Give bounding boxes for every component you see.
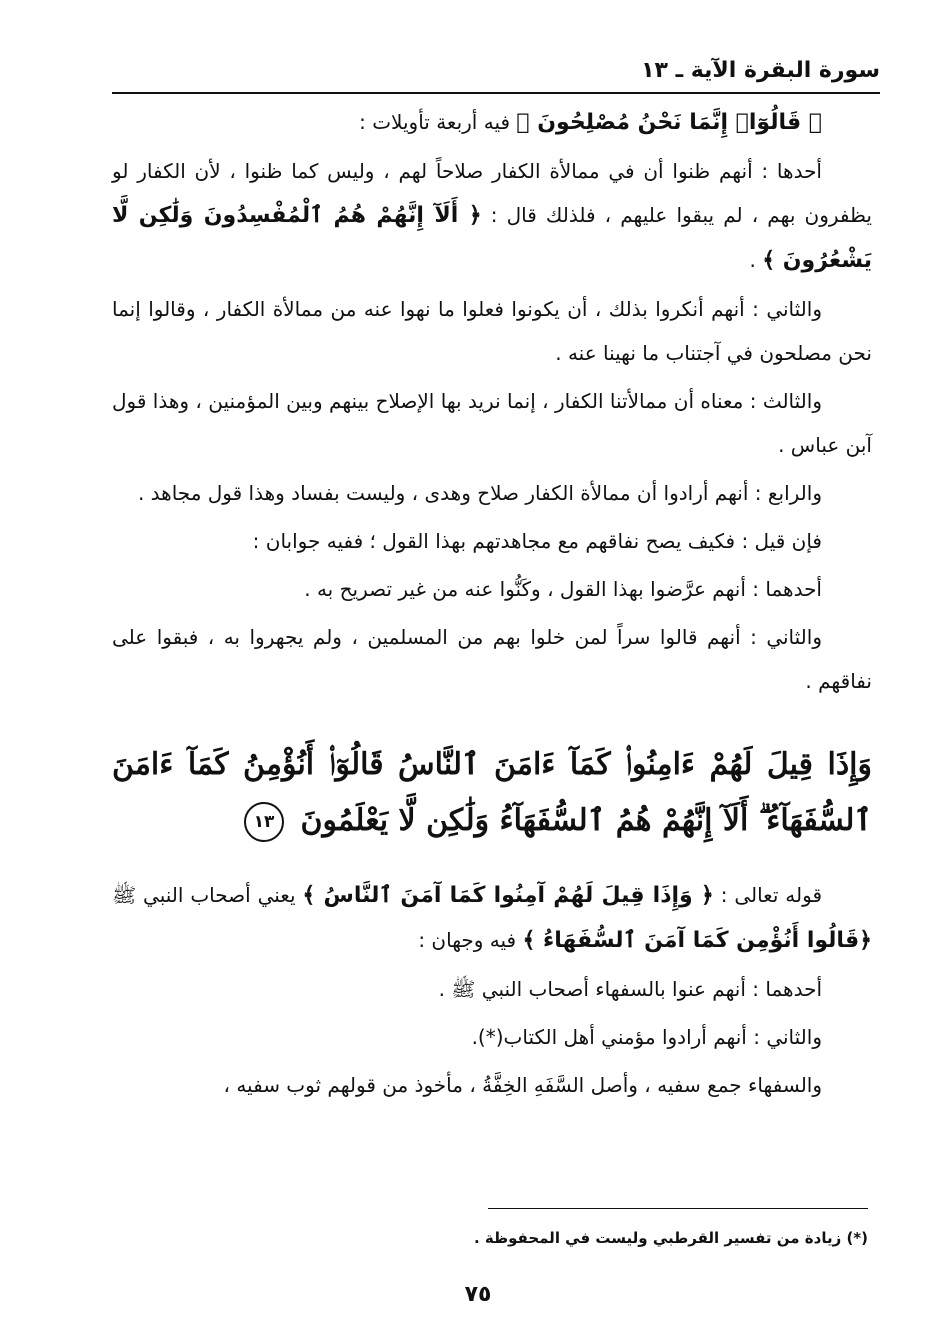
paragraph: [112, 519, 872, 563]
paragraph: [112, 100, 872, 145]
paragraph-tail: .: [749, 248, 763, 272]
paragraph-text: والثاني : أنهم أنكروا بذلك ، أن يكونوا فعلوا ما نهوا عنه من ممالأة الكفار ، وقالوا إنما نحن مصلحون في آجتناب ما نهينا عنه .: [112, 297, 872, 365]
quran-quote: ﴿ أَلَآ إِنَّهُمْ هُمُ ٱلْمُفْسِدُونَ وَلَٰكِن لَّا يَشْعُرُونَ ﴾: [112, 203, 872, 273]
paragraph: [112, 379, 872, 467]
paragraph: [112, 873, 872, 963]
paragraph-text: فإن قيل : فكيف يصح نفاقهم مع مجاهدتهم بهذا القول ؛ ففيه جوابان :: [252, 529, 822, 553]
footnote: (*) زيادة من تفسير القرطبي وليست في المحفوظة .: [473, 1229, 868, 1247]
paragraph: [112, 967, 872, 1011]
quran-verse: [112, 737, 872, 849]
quran-quote: ﴿قَالُوا أَنُؤْمِن كَمَا آمَنَ ٱلسُّفَهَاءُ ﴾: [522, 928, 872, 953]
paragraph: [112, 1063, 872, 1107]
paragraph: [112, 1015, 872, 1059]
paragraph-text: أحدهما : أنهم عرَّضوا بهذا القول ، وكَنُّوا عنه من غير تصريح به .: [304, 577, 822, 601]
paragraph: [112, 471, 872, 515]
paragraph: [112, 287, 872, 375]
page-body: [112, 100, 872, 1111]
paragraph: [112, 615, 872, 703]
paragraph-text: أحدها : أنهم ظنوا أن في ممالأة الكفار صلاحاً لهم ، وليس كما ظنوا ، لأن الكفار لو يظفرون بهم ، لم يبقوا عليهم ، فلذلك قال :: [112, 159, 872, 227]
paragraph: [112, 149, 872, 283]
paragraph-text: والرابع : أنهم أرادوا أن ممالأة الكفار صلاح وهدى ، وليست بفساد وهذا قول مجاهد .: [137, 481, 822, 505]
paragraph-text: والثالث : معناه أن ممالأتنا الكفار ، إنما نريد بها الإصلاح بينهم وبين المؤمنين ، وهذا قول آبن عباس .: [112, 389, 872, 457]
page-number: ٧٥: [464, 1282, 492, 1307]
paragraph: [112, 567, 872, 611]
footnote-rule: [488, 1208, 868, 1209]
running-header: [112, 54, 880, 94]
paragraph-text: فيه أربعة تأويلات :: [359, 110, 517, 134]
quran-quote: ﴿ وَإِذَا قِيلَ لَهُمْ آمِنُوا كَمَا آمَنَ ٱلنَّاسُ ﴾: [302, 883, 714, 908]
paragraph-tail: فيه وجهان :: [418, 928, 523, 952]
paragraph-text: أحدهما : أنهم عنوا بالسفهاء أصحاب النبي ﷺ .: [438, 977, 822, 1001]
paragraph-text: والسفهاء جمع سفيه ، وأصل السَّفَهِ الخِفَّةُ ، مأخوذ من قولهم ثوب سفيه ،: [223, 1073, 822, 1097]
header-rule: [112, 92, 880, 94]
paragraph-text: والثاني : أنهم أرادوا مؤمني أهل الكتاب(*).: [471, 1025, 822, 1049]
verse-text: وَإِذَا قِيلَ لَهُمْ ءَامِنُوا۟ كَمَآ ءَامَنَ ٱلنَّاسُ قَالُوٓا۟ أَنُؤْمِنُ كَمَآ ءَامَنَ ٱلسُّفَهَآءُ ۗ أَلَآ إِنَّهُمْ هُمُ ٱلسُّفَهَآءُ وَلَٰكِن لَّا يَعْلَمُونَ: [112, 747, 872, 838]
paragraph-text: يعني أصحاب النبي ﷺ: [112, 883, 303, 907]
paragraph-text: قوله تعالى :: [713, 883, 822, 907]
paragraph-text: والثاني : أنهم قالوا سراً لمن خلوا بهم من المسلمين ، ولم يجهروا به ، فبقوا على نفاقهم .: [112, 625, 872, 693]
quran-quote: ﴿ قَالُوٓا۟ إِنَّمَا نَحْنُ مُصْلِحُونَ ﴾: [516, 110, 822, 135]
header-title: سورة البقرة الآية ـ ١٣: [641, 58, 880, 83]
ayah-number-marker: ١٣: [244, 802, 284, 842]
